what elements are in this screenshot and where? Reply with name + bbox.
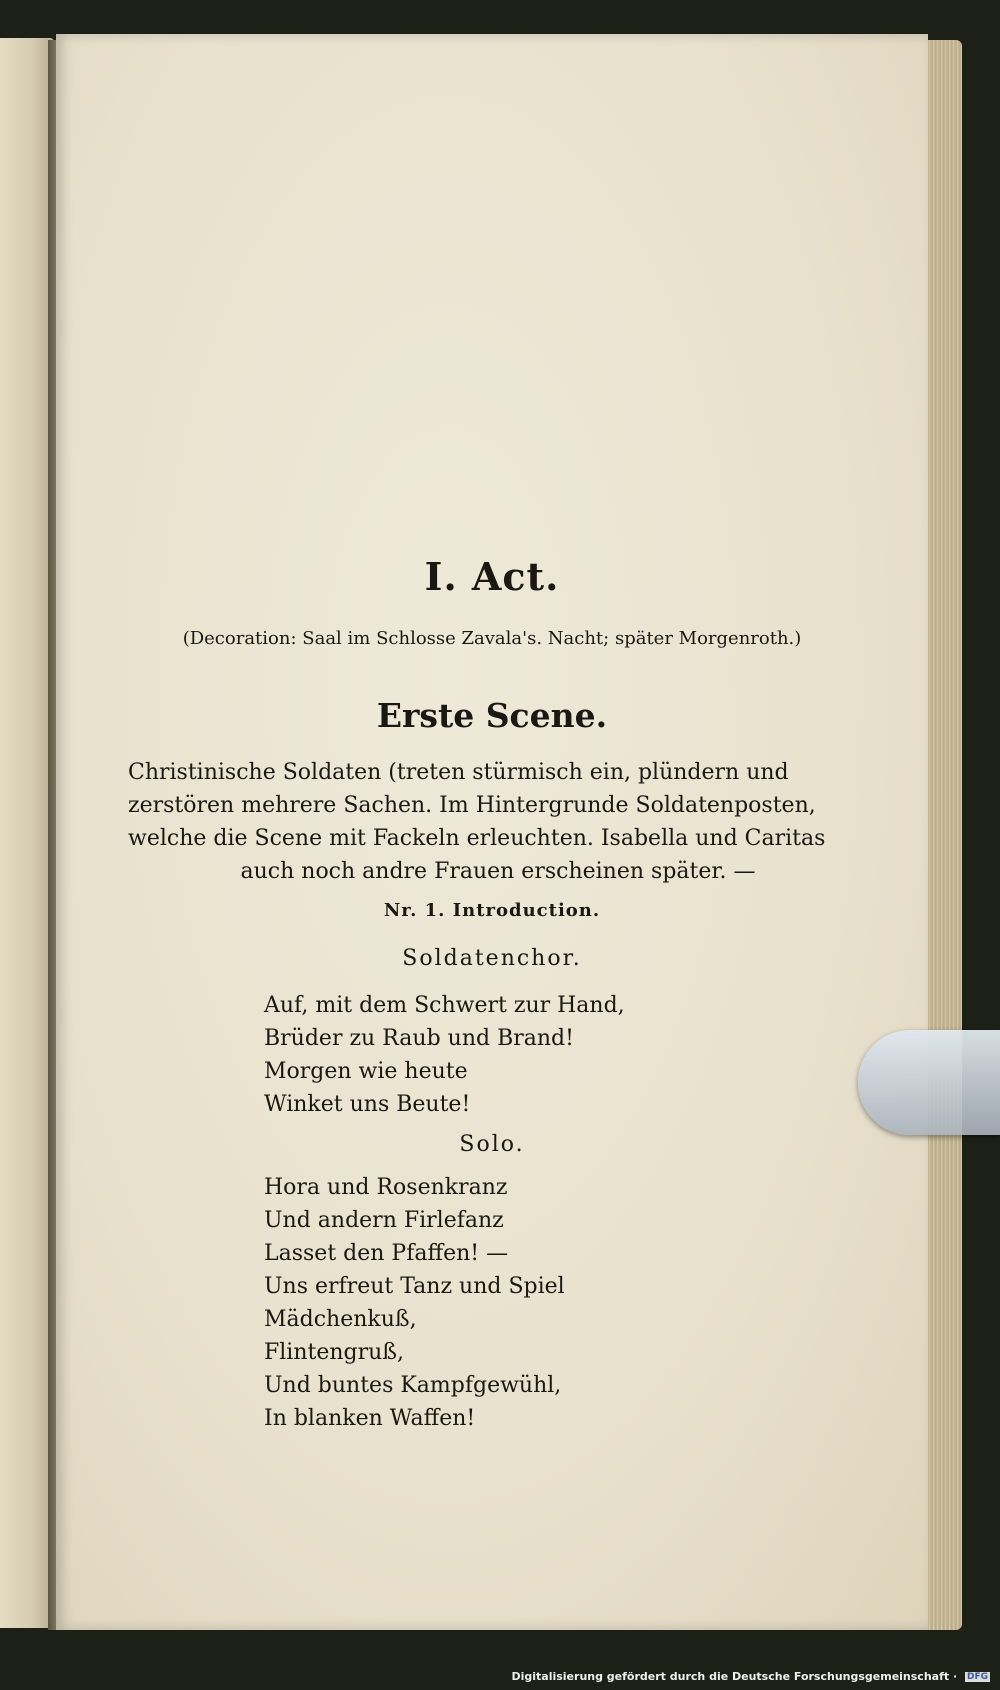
verse-line: In blanken Waffen!	[264, 1406, 476, 1431]
solo-heading: Solo.	[459, 1132, 525, 1157]
right-page	[56, 34, 928, 1630]
verse-line: Winket uns Beute!	[264, 1092, 471, 1117]
footer-text: Digitalisierung gefördert durch die Deutsche Forschungsgemeinschaft ·	[511, 1670, 958, 1683]
verse-line: Auf, mit dem Schwert zur Hand,	[264, 993, 625, 1018]
verse-line: Brüder zu Raub und Brand!	[264, 1026, 574, 1051]
verse-line: Und andern Firlefanz	[264, 1208, 504, 1233]
verse-line: Morgen wie heute	[264, 1059, 468, 1084]
decoration-note: (Decoration: Saal im Schlosse Zavala's. Nacht; später Morgenroth.)	[182, 628, 802, 649]
chorus-verse	[264, 989, 784, 1121]
act-title: I. Act.	[424, 554, 560, 599]
verse-line: Uns erfreut Tanz und Spiel	[264, 1274, 565, 1299]
page-clip	[858, 1030, 1000, 1135]
description-line: auch noch andre Frauen erscheinen später. —	[240, 859, 756, 884]
verse-line: Flintengruß,	[264, 1340, 404, 1365]
scene-title: Erste Scene.	[376, 696, 608, 735]
verse-line: Mädchenkuß,	[264, 1307, 417, 1332]
left-page-edge	[0, 38, 54, 1628]
verse-line: Hora und Rosenkranz	[264, 1175, 508, 1200]
solo-verse	[264, 1171, 784, 1435]
page-stack-edge	[926, 40, 962, 1630]
verse-line: Und buntes Kampfgewühl,	[264, 1373, 562, 1398]
verse-line: Lasset den Pfaffen! —	[264, 1241, 509, 1266]
scene-description	[128, 756, 868, 888]
digitization-footer	[511, 1670, 990, 1683]
description-line: Christinische Soldaten (treten stürmisch ein, plündern und	[128, 760, 789, 785]
dfg-logo-icon: DFG	[966, 1672, 988, 1682]
description-line: zerstören mehrere Sachen. Im Hintergrunde Soldatenposten,	[128, 793, 816, 818]
chorus-heading: Soldatenchor.	[402, 946, 582, 971]
number-heading: Nr. 1. Introduction.	[383, 900, 601, 921]
description-line: welche die Scene mit Fackeln erleuchten. Isabella und Caritas	[128, 826, 826, 851]
